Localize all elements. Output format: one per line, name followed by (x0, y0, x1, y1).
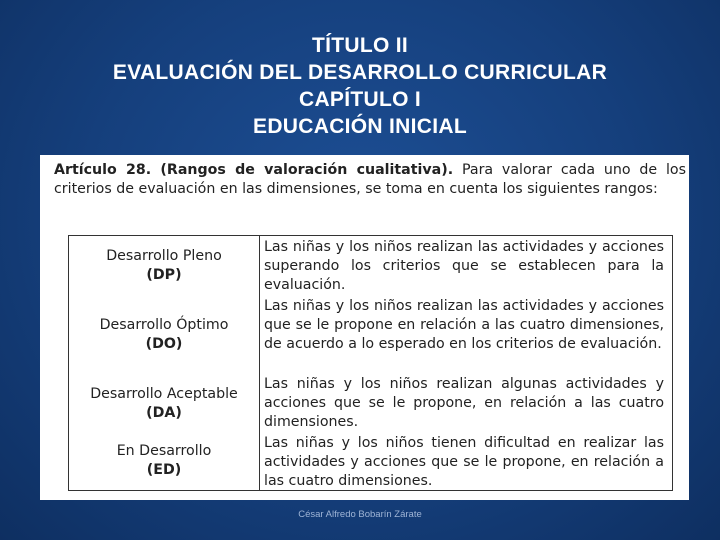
level-name: Desarrollo Pleno (106, 248, 222, 264)
level-description-ed: Las niñas y los niños tienen dificultad en realizar las actividades y acciones que se le propone, en relación a las cuatro dimensiones. (264, 435, 664, 489)
levels-table (68, 235, 673, 491)
level-abbr: (DA) (146, 405, 182, 421)
title-line-1: TÍTULO II (311, 34, 409, 57)
level-dp (69, 247, 259, 285)
levels-description-column (260, 236, 672, 490)
title-line-2: EVALUACIÓN DEL DESARROLLO CURRICULAR (112, 61, 608, 84)
article-heading: Artículo 28. (Rangos de valoración cualitativa). (54, 162, 454, 178)
level-do (69, 316, 259, 354)
levels-name-column (69, 236, 260, 490)
article-text: Para valorar cada uno de los criterios de evaluación en las dimensiones, se toma en cuenta los siguientes rangos: (54, 162, 686, 197)
level-description-dp: Las niñas y los niños realizan las actividades y acciones superando los criterios que se establecen para la evaluación. (264, 239, 664, 293)
level-name: Desarrollo Aceptable (90, 386, 238, 402)
level-abbr: (ED) (146, 462, 182, 478)
level-name: En Desarrollo (116, 443, 212, 459)
document-excerpt (40, 155, 689, 500)
level-abbr: (DO) (145, 336, 183, 352)
level-ed (69, 442, 259, 480)
title-line-4: EDUCACIÓN INICIAL (253, 115, 467, 138)
level-description-da: Las niñas y los niños realizan algunas actividades y acciones que se le propone, en relación a las cuatro dimensiones. (264, 376, 664, 430)
level-description-do: Las niñas y los niños realizan las actividades y acciones que se le propone en relación a las cuatro dimensiones, de acuerdo a lo esperado en los criterios de evaluación. (264, 298, 664, 352)
level-name: Desarrollo Óptimo (99, 317, 229, 333)
author-footer: César Alfredo Bobarín Zárate (298, 509, 422, 520)
level-da (69, 385, 259, 423)
title-line-3: CAPÍTULO I (299, 88, 421, 111)
article-paragraph (54, 161, 686, 199)
level-abbr: (DP) (146, 267, 182, 283)
slide-title (0, 32, 720, 140)
